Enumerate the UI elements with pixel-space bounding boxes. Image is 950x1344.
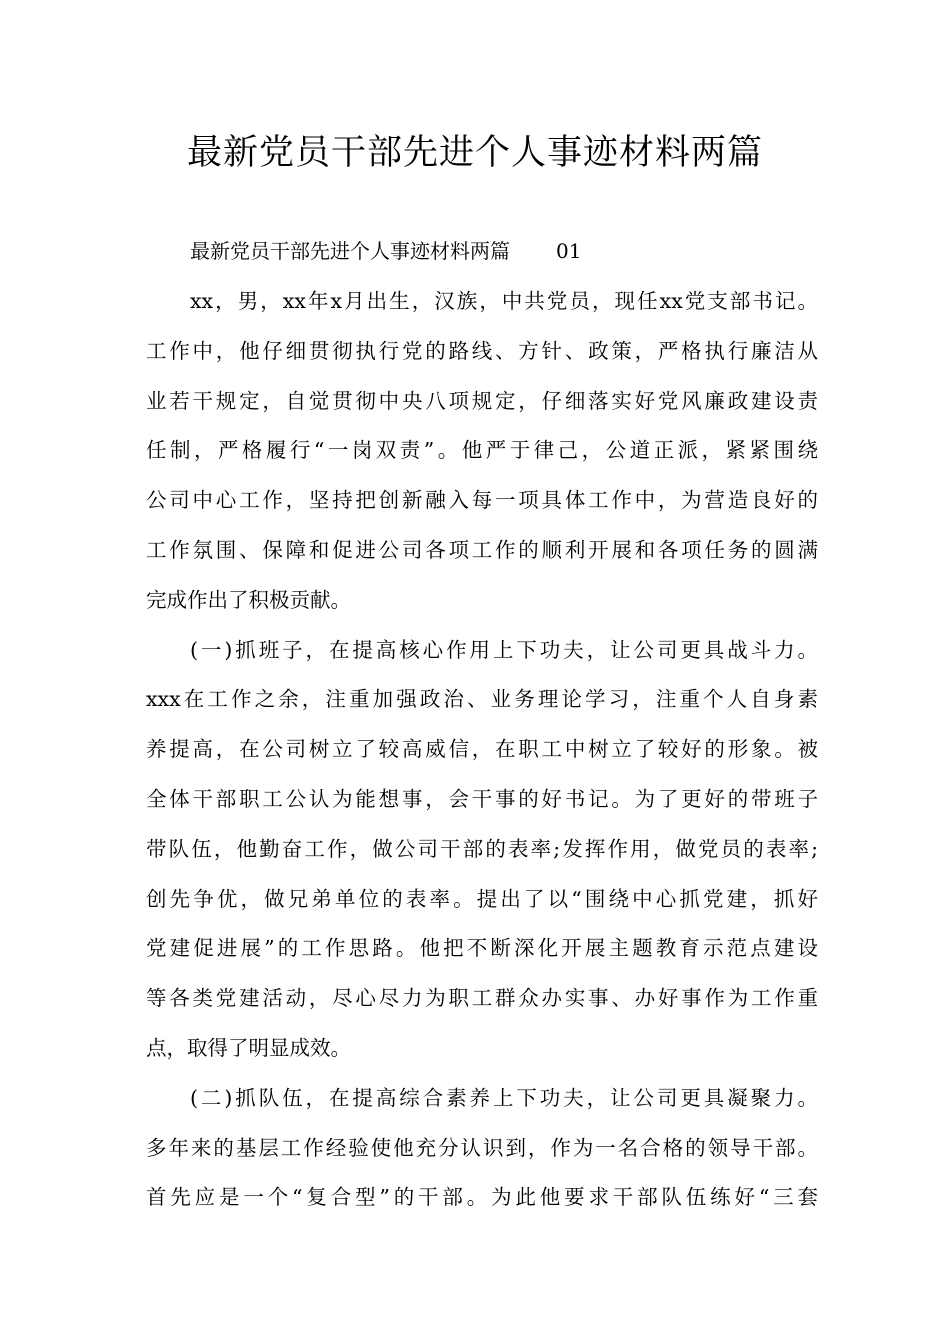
subtitle-text: 最新党员干部先进个人事迹材料两篇 — [190, 239, 510, 263]
text-line: (一)抓班子，在提高核心作用上下功夫，让公司更具战斗力。 — [190, 637, 818, 662]
text-line: 工作中，他仔细贯彻执行党的路线、方针、政策，严格执行廉洁从 — [146, 338, 818, 363]
text-line: 党建促进展”的工作思路。他把不断深化开展主题教育示范点建设 — [146, 936, 818, 961]
text-line: 业若干规定，自觉贯彻中央八项规定，仔细落实好党风廉政建设责 — [146, 388, 818, 413]
text-line: xx，男，xx年x月出生，汉族，中共党员，现任xx党支部书记。 — [190, 289, 818, 313]
text-line: (二)抓队伍，在提高综合素养上下功夫，让公司更具凝聚力。 — [190, 1085, 818, 1110]
text-line: 养提高，在公司树立了较高威信，在职工中树立了较好的形象。被 — [146, 737, 818, 762]
text-line: 点，取得了明显成效。 — [146, 1035, 351, 1060]
text-line: 多年来的基层工作经验使他充分认识到，作为一名合格的领导干部。 — [146, 1135, 818, 1160]
document-title: 最新党员干部先进个人事迹材料两篇 — [186, 133, 763, 173]
text-line: 首先应是一个“复合型”的干部。为此他要求干部队伍练好“三套 — [146, 1185, 818, 1210]
text-line: 任制，严格履行“一岗双责”。他严于律己，公道正派，紧紧围绕 — [146, 438, 818, 463]
text-line: xxx在工作之余，注重加强政治、业务理论学习，注重个人自身素 — [146, 687, 818, 712]
document-subtitle — [190, 234, 581, 268]
text-line: 完成作出了积极贡献。 — [146, 587, 351, 612]
text-line: 全体干部职工公认为能想事，会干事的好书记。为了更好的带班子 — [146, 786, 818, 811]
text-line: 等各类党建活动，尽心尽力为职工群众办实事、办好事作为工作重 — [146, 986, 818, 1011]
text-line: 工作氛围、保障和促进公司各项工作的顺利开展和各项任务的圆满 — [146, 537, 818, 562]
text-line: 公司中心工作，坚持把创新融入每一项具体工作中，为营造良好的 — [146, 488, 818, 513]
document-body — [146, 284, 818, 1230]
text-line: 创先争优，做兄弟单位的表率。提出了以“围绕中心抓党建，抓好 — [146, 886, 818, 911]
subtitle-number: 01 — [556, 239, 582, 263]
text-line: 带队伍，他勤奋工作，做公司干部的表率;发挥作用，做党员的表率; — [146, 836, 818, 861]
